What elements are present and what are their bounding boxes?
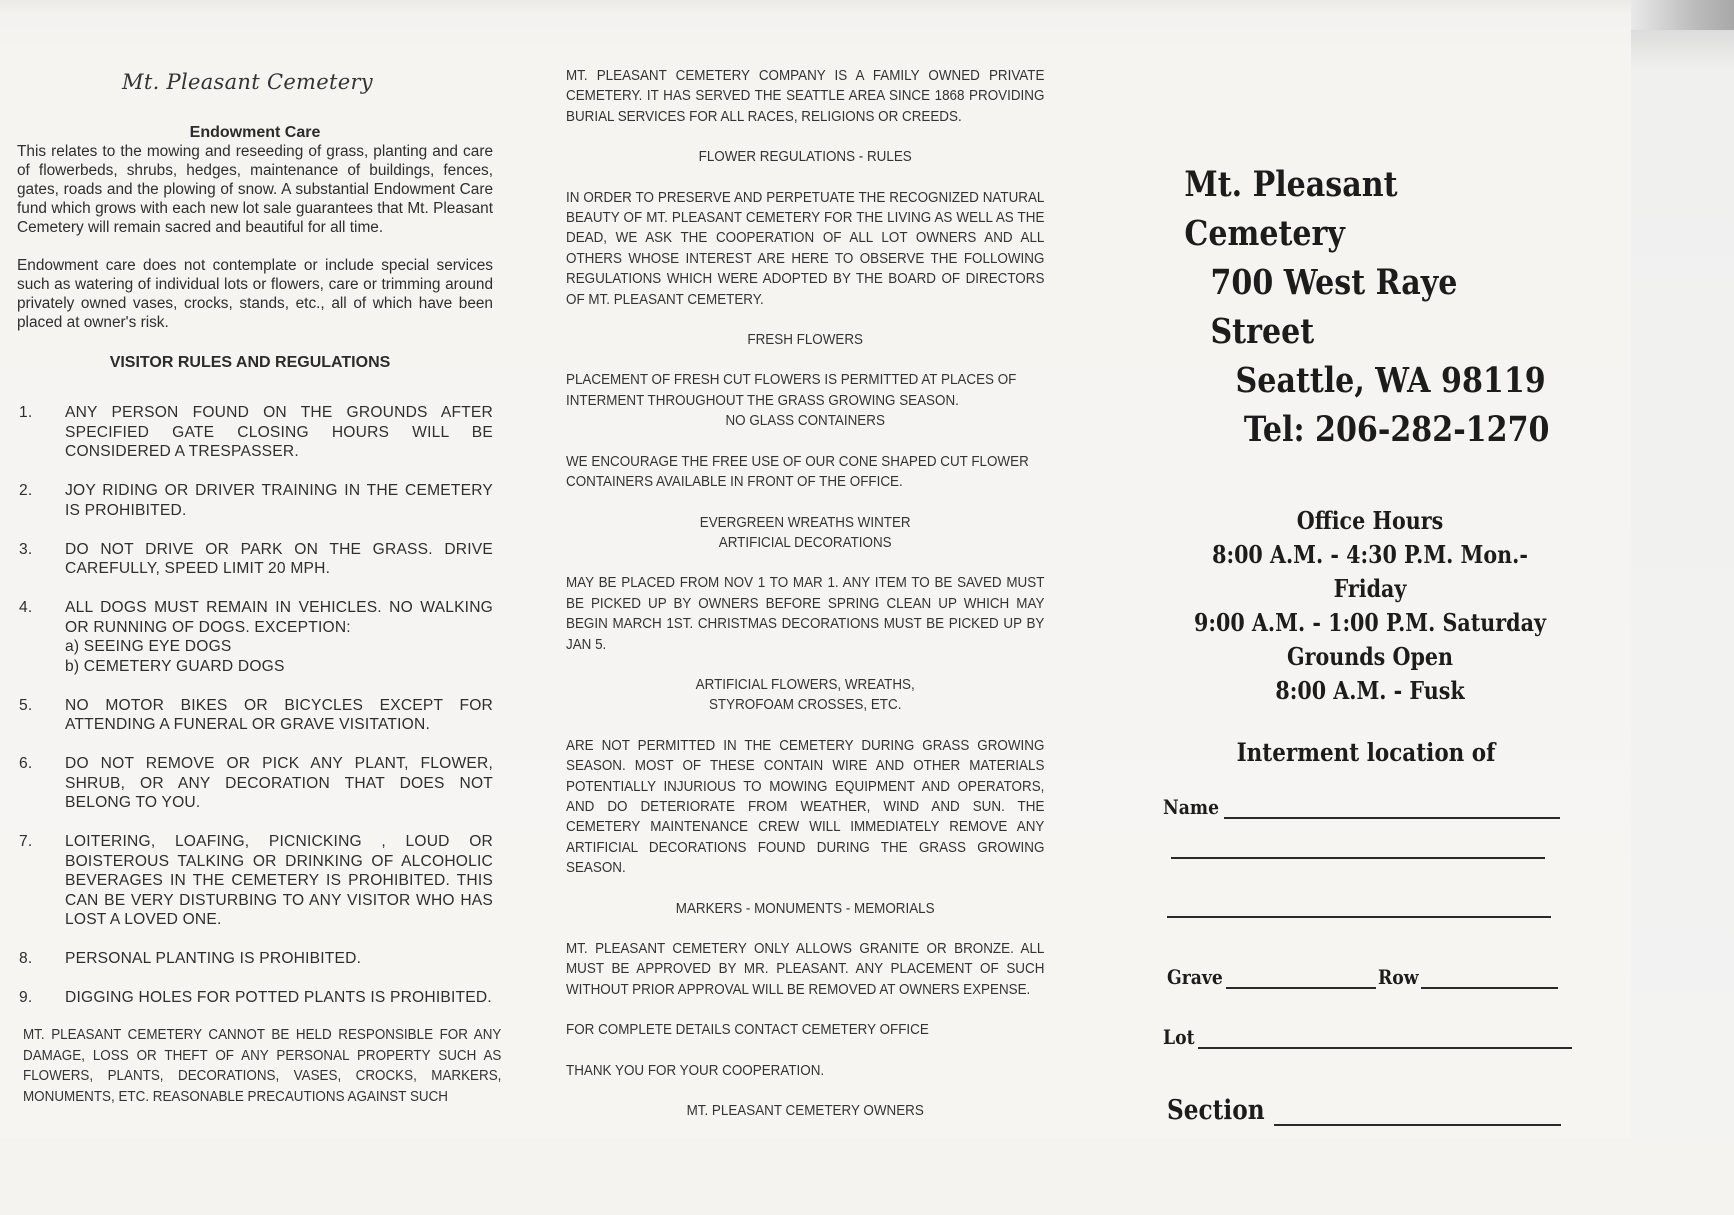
row-label: Row [1377, 965, 1419, 989]
evergreen-heading [566, 513, 1044, 554]
fresh-flowers-text: PLACEMENT OF FRESH CUT FLOWERS IS PERMITTED AT PLACES OF INTERMENT THROUGHOUT THE GRASS GROWING SEASON. [566, 372, 1017, 409]
cone-containers-text: WE ENCOURAGE THE FREE USE OF OUR CONE SHAPED CUT FLOWER CONTAINERS AVAILABLE IN FRONT OF THE OFFICE. [566, 453, 1029, 491]
name-field-line-2[interactable] [1171, 857, 1545, 859]
liability-disclaimer: MT. PLEASANT CEMETERY CANNOT BE HELD RESPONSIBLE FOR ANY DAMAGE, LOSS OR THEFT OF ANY PERSONAL PROPERTY SUCH AS FLOWERS, PLANTS, DECORATIONS, VASES, CROCKS, MARKERS, MONUMENTS, ETC. REASONABLE PRECAUTIONS AGAINST SUCH [23, 1027, 502, 1105]
rule-number: 4. [19, 599, 33, 616]
section-line[interactable] [1274, 1124, 1561, 1126]
column-contact-form [1135, 160, 1575, 1215]
no-glass-notice: NO GLASS CONTAINERS [725, 413, 885, 430]
evergreen-text: MAY BE PLACED FROM NOV 1 TO MAR 1. ANY ITEM TO BE SAVED MUST BE PICKED UP BY OWNERS BEFORE SPRING CLEAN UP WHICH MAY BEGIN MARCH 1ST. CHRISTMAS DECORATIONS MUST BE PICKED UP BY JAN 5. [566, 575, 1045, 653]
saturday-hours: 9:00 A.M. - 1:00 P.M. Saturday [1194, 608, 1546, 637]
rule-item [17, 598, 493, 676]
artificial-heading-line: ARTIFICIAL FLOWERS, WREATHS, [695, 676, 915, 693]
visitor-rules-heading: VISITOR RULES AND REGULATIONS [109, 354, 391, 371]
markers-heading: MARKERS - MONUMENTS - MEMORIALS [675, 900, 935, 917]
scanner-edge-shadow [1631, 0, 1734, 30]
rule-text: LOITERING, LOAFING, PICNICKING , LOUD OR BOISTEROUS TALKING OR DRINKING OF ALCOHOLIC BEVERAGES IN THE CEMETERY IS PROHIBITED. THIS CAN BE VERY DISTURBING TO ANY VISITOR WHO HAS LOST A LOVED ONE. [65, 833, 493, 928]
markers-text: MT. PLEASANT CEMETERY ONLY ALLOWS GRANITE OR BRONZE. ALL MUST BE APPROVED BY MR. PLEASANT. ANY PLACEMENT OF SUCH WITHOUT PRIOR APPROVAL WILL BE REMOVED AT OWNERS EXPENSE. [566, 941, 1045, 998]
rule-item [17, 832, 493, 930]
lot-label: Lot [1163, 1025, 1195, 1049]
phone-number: Tel: 206-282-1270 [1243, 409, 1550, 450]
company-intro: MT. PLEASANT CEMETERY COMPANY IS A FAMILY OWNED PRIVATE CEMETERY. IT HAS SERVED THE SEATTLE AREA SINCE 1868 PROVIDING BURIAL SERVICES FOR ALL RACES, RELIGIONS OR CREEDS. [566, 68, 1045, 125]
grave-line[interactable] [1226, 987, 1376, 989]
rule-item [17, 481, 493, 520]
rule-number: 9. [19, 989, 33, 1006]
rule-text: JOY RIDING OR DRIVER TRAINING IN THE CEMETERY IS PROHIBITED. [65, 482, 493, 519]
section-label: Section [1167, 1095, 1265, 1126]
name-field-line-3[interactable] [1167, 916, 1551, 918]
rule-number: 5. [19, 696, 33, 714]
endowment-paragraph: Endowment care does not contemplate or include special services such as watering of individual lots or flowers, care or trimming around privately owned vases, crocks, stands, etc., all of which have been placed at owner's risk. [17, 257, 493, 331]
grave-row-field[interactable] [1167, 965, 1558, 989]
column-endowment-rules [17, 70, 502, 1107]
evergreen-heading-line: EVERGREEN WREATHS WINTER [699, 514, 911, 531]
rule-item [17, 754, 493, 813]
rule-number: 6. [19, 755, 33, 772]
name-field[interactable] [1163, 795, 1560, 819]
rule-text-block [65, 598, 493, 676]
cemetery-name: Mt. Pleasant Cemetery [1184, 164, 1398, 254]
name-line[interactable] [1171, 857, 1545, 859]
rule-item [17, 949, 493, 969]
thanks-text: THANK YOU FOR YOUR COOPERATION. [566, 1062, 825, 1079]
fresh-flowers-heading: FRESH FLOWERS [747, 332, 864, 349]
grounds-hours: 8:00 A.M. - Fusk [1275, 676, 1465, 705]
rule-text: NO MOTOR BIKES OR BICYCLES EXCEPT FOR ATTENDING A FUNERAL OR GRAVE VISITATION. [65, 696, 493, 733]
script-title: Mt. Pleasant Cemetery [122, 70, 373, 94]
endowment-paragraph: This relates to the mowing and reseeding of grass, planting and care of flowerbeds, shrubs, hedges, maintenance of buildings, fences, gates, roads and the plowing of snow. A substantial Endowment Care fund which grows with each new lot sale guarantees that Mt. Pleasant Cemetery will remain sacred and beautiful for all time. [17, 143, 493, 236]
owners-signature: MT. PLEASANT CEMETERY OWNERS [686, 1103, 924, 1120]
flower-regulations-intro: IN ORDER TO PRESERVE AND PERPETUATE THE RECOGNIZED NATURAL BEAUTY OF MT. PLEASANT CEMETERY FOR THE LIVING AS WELL AS THE DEAD, WE ASK THE COOPERATION OF ALL LOT OWNERS AND ALL OTHERS WHOSE INTEREST ARE HERE TO OBSERVE THE FOLLOWING REGULATIONS WHICH WERE ADOPTED BY THE BOARD OF DIRECTORS OF MT. PLEASANT CEMETERY. [566, 189, 1045, 308]
address-block [1135, 160, 1575, 454]
rule-text: PERSONAL PLANTING IS PROHIBITED. [65, 950, 362, 967]
rule-text: ALL DOGS MUST REMAIN IN VEHICLES. NO WALKING OR RUNNING OF DOGS. EXCEPTION: [65, 599, 493, 636]
rule-text: DO NOT REMOVE OR PICK ANY PLANT, FLOWER, SHRUB, OR ANY DECORATION THAT DOES NOT BELONG TO YOU. [65, 755, 493, 811]
scanner-edge [1631, 0, 1734, 1138]
street-address: 700 West Raye Street [1210, 262, 1458, 352]
rule-text: DIGGING HOLES FOR POTTED PLANTS IS PROHIBITED. [65, 989, 492, 1006]
visitor-rules-list [17, 403, 493, 1008]
rule-item [17, 988, 493, 1008]
artificial-heading [566, 675, 1044, 716]
lot-field[interactable] [1163, 1025, 1572, 1049]
artificial-heading-line: STYROFOAM CROSSES, ETC. [708, 697, 902, 714]
office-hours-heading: Office Hours [1296, 506, 1444, 535]
name-line[interactable] [1167, 916, 1551, 918]
interment-heading: Interment location of [1236, 738, 1496, 767]
section-field[interactable] [1167, 1095, 1561, 1126]
city-state-zip: Seattle, WA 98119 [1235, 360, 1546, 401]
name-line[interactable] [1224, 817, 1560, 819]
rule-exception: b) CEMETERY GUARD DOGS [65, 657, 285, 675]
rule-number: 1. [19, 404, 33, 421]
rule-number: 7. [19, 833, 33, 850]
contact-text: FOR COMPLETE DETAILS CONTACT CEMETERY OFFICE [566, 1022, 929, 1039]
fresh-flowers-block [566, 370, 1044, 431]
rule-number: 3. [19, 540, 33, 558]
rule-number: 2. [19, 482, 33, 499]
flower-regulations-heading: FLOWER REGULATIONS - RULES [698, 149, 912, 166]
artificial-text: ARE NOT PERMITTED IN THE CEMETERY DURING GRASS GROWING SEASON. MOST OF THESE CONTAIN WIRE AND OTHER MATERIALS POTENTIALLY INJURIOUS TO MOWING EQUIPMENT AND OPERATORS, AND DO DETERIORATE FROM WEATHER, WIND AND SUN. THE CEMETERY MAINTENANCE CREW WILL IMMEDIATELY REMOVE ANY ARTIFICIAL DECORATIONS FOUND DURING THE GRASS GROWING SEASON. [566, 737, 1045, 877]
rule-item [17, 540, 493, 579]
name-label: Name [1163, 795, 1220, 819]
rule-item [17, 403, 493, 462]
column-flower-regulations [566, 66, 1044, 1121]
grave-label: Grave [1167, 965, 1223, 989]
rule-text: ANY PERSON FOUND ON THE GROUNDS AFTER SPECIFIED GATE CLOSING HOURS WILL BE CONSIDERED A TRESPASSER. [65, 404, 493, 460]
rule-text: DO NOT DRIVE OR PARK ON THE GRASS. DRIVE CAREFULLY, SPEED LIMIT 20 MPH. [65, 540, 493, 577]
rule-exception: a) SEEING EYE DOGS [65, 638, 232, 655]
lot-line[interactable] [1198, 1047, 1572, 1049]
rule-item [17, 696, 493, 735]
grounds-open-heading: Grounds Open [1286, 642, 1454, 671]
interment-form [1135, 795, 1575, 1215]
endowment-heading: Endowment Care [189, 124, 321, 141]
row-line[interactable] [1421, 987, 1558, 989]
evergreen-heading-line: ARTIFICIAL DECORATIONS [718, 534, 892, 551]
weekday-hours: 8:00 A.M. - 4:30 P.M. Mon.-Friday [1212, 540, 1528, 603]
office-hours-block [1165, 504, 1575, 708]
rule-number: 8. [19, 950, 33, 967]
